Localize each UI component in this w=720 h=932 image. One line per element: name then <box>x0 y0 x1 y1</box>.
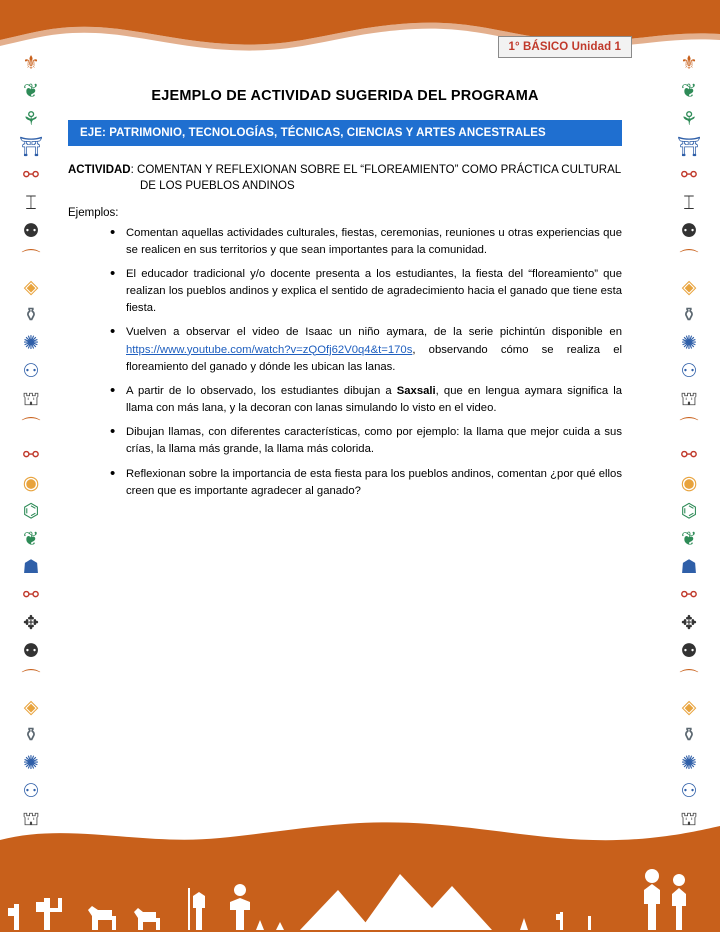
canoe-icon: ⌒ <box>21 417 41 438</box>
body-text: , observando cómo se realiza el floreamiento del ganado y dónde les ubican las lanas. <box>126 343 622 373</box>
activity-heading <box>68 162 622 195</box>
staff-icon: ⌶ <box>683 193 695 214</box>
list-item <box>110 324 622 375</box>
statue-icon: ⛫ <box>680 809 698 830</box>
body-text: Reflexionan sobre la importancia de esta fiesta para los pueblos andinos, comentan ¿por qué ellos creen que es importante agradecer al ganado? <box>126 467 622 497</box>
andean-figure-icon: ⚜ <box>22 53 40 74</box>
diamond-icon: ◈ <box>681 697 697 718</box>
list-item <box>110 424 622 458</box>
figure-icon: ⚇ <box>22 781 40 802</box>
frog-icon: ⚘ <box>22 109 40 130</box>
statue-icon: ⛫ <box>680 389 698 410</box>
diamond-icon: ◈ <box>23 277 39 298</box>
sun-icon: ✺ <box>681 333 697 354</box>
canoe-icon: ⌒ <box>679 669 699 690</box>
weaver-icon: ⌬ <box>22 501 40 522</box>
totem-icon: ⛩ <box>676 137 702 158</box>
vessel-icon: ⚱ <box>681 305 697 326</box>
statue-icon: ⛫ <box>22 389 40 410</box>
condor-icon: ❦ <box>23 529 39 550</box>
staff-icon: ⌶ <box>25 193 37 214</box>
body-text: Vuelven a observar el video de Isaac un niño aymara, de la serie pichintún disponible en <box>126 326 622 339</box>
spiral-icon: ◉ <box>680 473 698 494</box>
canoe-icon: ⌒ <box>679 249 699 270</box>
list-item <box>110 225 622 259</box>
fox-icon: ⚯ <box>681 585 697 606</box>
person-icon: ⚉ <box>680 221 698 242</box>
sun-icon: ✺ <box>23 753 39 774</box>
vessel-icon: ⚱ <box>23 305 39 326</box>
list-item <box>110 266 622 317</box>
mask-icon: ☗ <box>22 557 40 578</box>
vessel-icon: ⚱ <box>23 725 39 746</box>
person-icon: ⚉ <box>680 641 698 662</box>
chakana-icon: ✥ <box>681 613 697 634</box>
eje-banner: EJE: PATRIMONIO, TECNOLOGÍAS, TÉCNICAS, CIENCIAS Y ARTES ANCESTRALES <box>68 120 622 146</box>
examples-list <box>68 225 622 500</box>
sun-icon: ✺ <box>23 333 39 354</box>
fox-icon: ⚯ <box>23 585 39 606</box>
activity-title-line1: : COMENTAN Y REFLEXIONAN SOBRE EL “FLOREAMIENTO” COMO PRÁCTICA CULTURAL <box>130 164 622 176</box>
spiral-icon: ◉ <box>22 473 40 494</box>
condor-icon: ❦ <box>681 529 697 550</box>
sun-icon: ✺ <box>681 753 697 774</box>
andean-figure-icon: ⚜ <box>680 53 698 74</box>
body-text: El educador tradicional y/o docente presenta a los estudiantes, la fiesta del “floreamiento” que realizan los pueblos andinos y explica el sentido de agradecimiento hacia el ganado que tiene esta fiesta. <box>126 267 622 315</box>
bird-icon: ❦ <box>23 81 39 102</box>
activity-title-line2: DE LOS PUEBLOS ANDINOS <box>140 180 295 193</box>
frog-icon: ⚘ <box>680 109 698 130</box>
body-text: Dibujan llamas, con diferentes características, como por ejemplo: la llama que mejor cuida a sus crías, la llama más grande, la llama más colorida. <box>126 426 622 456</box>
examples-label: Ejemplos: <box>68 206 119 219</box>
totem-icon: ⛩ <box>18 137 44 158</box>
list-item <box>110 383 622 417</box>
statue-icon: ⛫ <box>22 809 40 830</box>
diamond-icon: ◈ <box>23 697 39 718</box>
bottom-decorative-band <box>0 809 720 932</box>
top-decorative-band <box>0 0 720 70</box>
canoe-icon: ⌒ <box>679 417 699 438</box>
left-decorative-glyph-column <box>10 53 52 830</box>
puma-icon: ⚯ <box>681 445 697 466</box>
mask-icon: ☗ <box>680 557 698 578</box>
unit-badge: 1° BÁSICO Unidad 1 <box>498 36 632 58</box>
person-icon: ⚉ <box>22 641 40 662</box>
canoe-icon: ⌒ <box>21 669 41 690</box>
person-icon: ⚉ <box>22 221 40 242</box>
weaver-icon: ⌬ <box>680 501 698 522</box>
fox-icon: ⚯ <box>23 165 39 186</box>
figure-icon: ⚇ <box>680 361 698 382</box>
activity-label: ACTIVIDAD <box>68 164 131 176</box>
figure-icon: ⚇ <box>22 361 40 382</box>
fox-icon: ⚯ <box>681 165 697 186</box>
document-content <box>68 80 622 507</box>
page-title: EJEMPLO DE ACTIVIDAD SUGERIDA DEL PROGRAMA <box>151 88 539 104</box>
diamond-icon: ◈ <box>681 277 697 298</box>
bird-icon: ❦ <box>681 81 697 102</box>
body-text: A partir de lo observado, los estudiantes dibujan a <box>126 384 397 397</box>
right-decorative-glyph-column <box>668 53 710 830</box>
emphasis-text: Saxsali <box>396 384 436 397</box>
puma-icon: ⚯ <box>23 445 39 466</box>
figure-icon: ⚇ <box>680 781 698 802</box>
canoe-icon: ⌒ <box>21 249 41 270</box>
body-text: , que en lengua aymara significa la llama con más lana, y la decoran con lanas simulando lo visto en el video. <box>126 384 622 415</box>
chakana-icon: ✥ <box>23 613 39 634</box>
video-link[interactable]: https://www.youtube.com/watch?v=zQOfj62V0q4&t=170s <box>126 343 413 356</box>
vessel-icon: ⚱ <box>681 725 697 746</box>
body-text: Comentan aquellas actividades culturales, fiestas, ceremonias, reuniones u otras experiencias que se realicen en sus territorios y que sean importantes para la comunidad. <box>126 226 622 256</box>
list-item <box>110 466 622 500</box>
